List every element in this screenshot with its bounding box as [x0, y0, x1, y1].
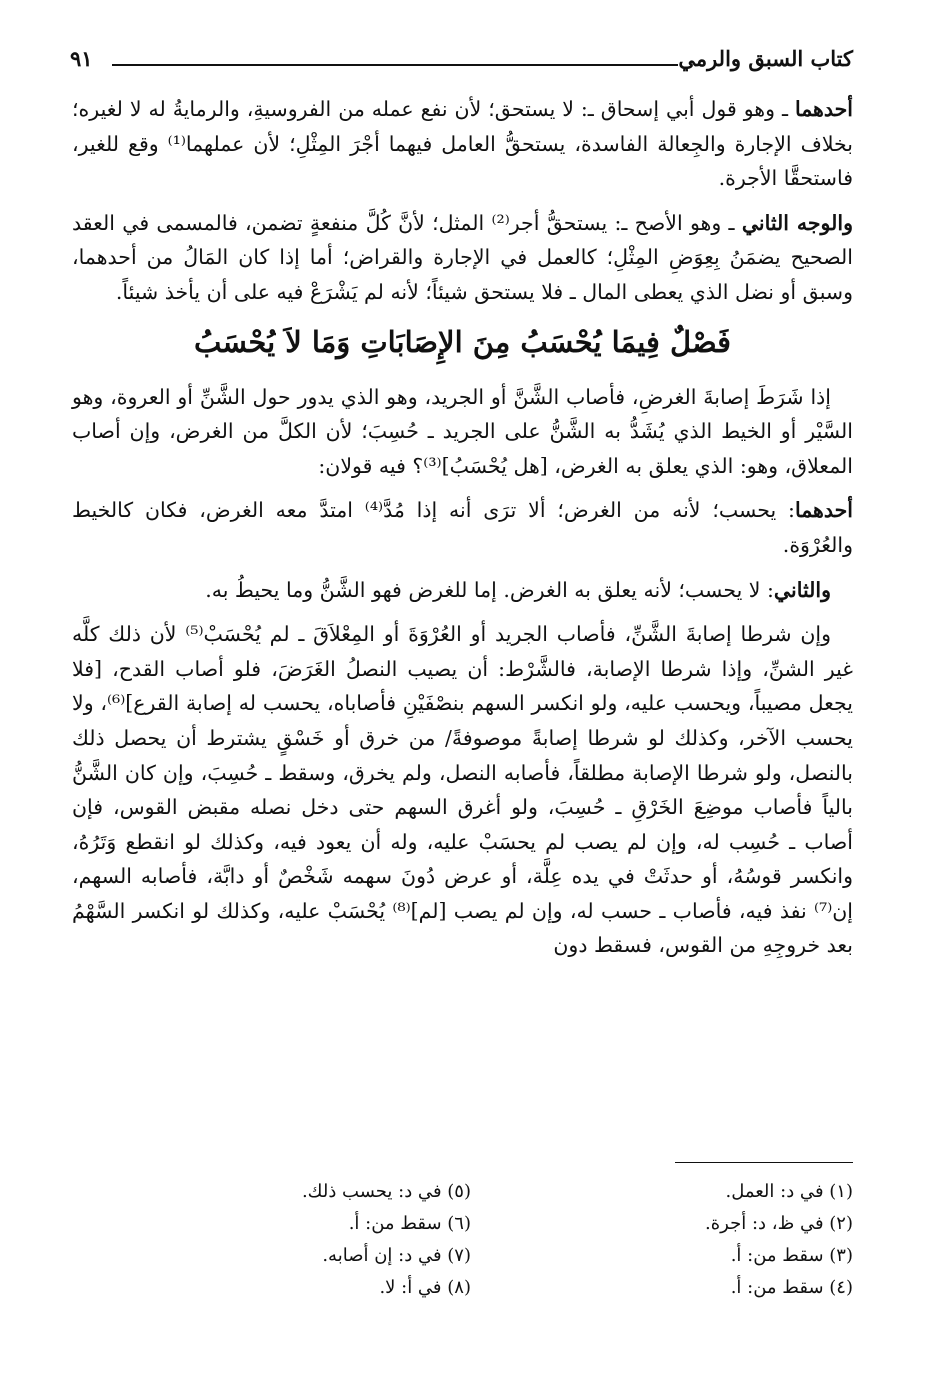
- paragraph-first-view: [72, 92, 853, 196]
- footnote-item: (١) في د: العمل.: [725, 1181, 853, 1202]
- paragraph-text: ـ وهو الأصح ـ: يستحقُّ أجر⁽²⁾ المثل؛ لأنَّ كُلَّ منفعةٍ تضمن، فالمسمى في العقد الصحيح يضمَنُ بِعِوَضِ المِثْلِ؛ كالعمل في الإجارة والقراض؛ أما إذا كان المَالُ من أحدهما، وسبق أو نضل الذي يعطى المال ـ فلا يستحق شيئاً؛ لأنه لم يَشْرَعْ فيه على أن يأخذ شيئاً.: [72, 210, 853, 304]
- footnote-item: (٦) سقط من: أ.: [348, 1213, 471, 1234]
- paragraph-lead: أحدهما: [794, 498, 853, 523]
- footnotes-column-right: [593, 1176, 853, 1304]
- footnote-item: (٣) سقط من: أ.: [730, 1245, 853, 1266]
- header-rule: [112, 64, 678, 66]
- page-header: [70, 46, 853, 78]
- footnote-item: (٢) في ظ، د: أجرة.: [705, 1213, 853, 1234]
- paragraph-hit-rules: [72, 617, 853, 963]
- paragraph-lead: والثاني: [773, 577, 831, 602]
- running-title: كتاب السبق والرمي: [678, 46, 853, 71]
- page-number: ٩١: [70, 46, 93, 71]
- footnote-rule: [675, 1162, 853, 1163]
- paragraph-lead: والوجه الثاني: [741, 210, 853, 235]
- footnote-item: (٥) في د: يحسب ذلك.: [301, 1181, 471, 1202]
- page-body: [72, 92, 853, 973]
- paragraph-lead: أحدهما: [794, 97, 853, 121]
- paragraph-second-saying: [72, 573, 853, 608]
- footnote-item: (٨) في أ: لا.: [379, 1277, 471, 1298]
- footnote-item: (٤) سقط من: أ.: [730, 1277, 853, 1298]
- paragraph-second-view: [72, 206, 853, 310]
- paragraph-text: وإن شرطا إصابةَ الشَّنِّ، فأصاب الجريد أو العُرْوَةَ أو المِعْلاَقَ ـ لم يُحْسَبْ⁽⁵⁾ لأن ذلك كلَّه غير الشنِّ، وإذا شرطا الإصابة، فالشَّرْط: أن يصيب النصلُ الغَرَضَ، فلو أصاب القدح، [فلا يجعل مصيباً، ويحسب عليه، ولو انكسر السهم بنصْفَيْنِ فأصاباه، يحسب له إصابة القرع]⁽⁶⁾، ولا يحسب الآخر، وكذلك لو شرطا إصابةً موصوفةً/ من خرق أو خَسْقٍ يشترط أن يحصل ذلك بالنصل، ولو شرطا الإصابة مطلقاً، فأصابه النصل، ولم يخرق، وسقط ـ حُسِبَ، وإن كان الشَّنُّ بالياً فأصاب موضِعَ الخَرْقِ ـ حُسِبَ، ولو أغرق السهم حتى دخل نصله مقبض القوس، فإن أصاب ـ حُسِب له، وإن لم يصب لم يحسَبْ عليه، وله أن يعود فيه، وكذلك لو انقطع وَتَرُهُ، وانكسر قوسُهُ، أو حدثَتْ في يده عِلَّة، أو عرض دُونَ سهمه شَخْصٌ أو دابَّة، فأصابه السهم، إن⁽⁷⁾ نفذ فيه، فأصاب ـ حسب له، وإن لم يصب [لم]⁽⁸⁾ يُحْسَبْ عليه، وكذلك لو انكسر السَّهْمُ بعد خروجِهِ من القوس، فسقط دون: [72, 622, 853, 958]
- paragraph-text: ـ وهو قول أبي إسحاق ـ: لا يستحق؛ لأن نفع عمله من الفروسيةِ، والرمايةُ له لا لغيره؛ بخلاف الإجارة والجِعالة الفاسدة، يستحقُّ العامل فيهما أجْرَ المِثْلِ؛ لأن عملهما⁽¹⁾ وقع للغير، فاستحقَّا الأجرة.: [72, 97, 853, 191]
- paragraph-text: : يحسب؛ لأنه من الغرض؛ ألا ترَى أنه إذا مُدَّ⁽⁴⁾ امتدَّ معه الغرض، فكان كالخيط والعُرْوَة.: [72, 498, 853, 557]
- paragraph-condition: [72, 380, 853, 484]
- paragraph-first-saying: [72, 493, 853, 562]
- footnote-item: (٧) في د: إن أصابه.: [322, 1245, 471, 1266]
- footnotes-column-left: [211, 1176, 471, 1304]
- paragraph-text: إذا شَرَطَ إصابةَ الغرضِ، فأصاب الشَّنَّ أو الجريد، وهو الذي يدور حول الشَّنِّ أو العروة، وهو السَّيْر أو الخيط الذي يُشَدُّ به الشَّنُّ على الجريد ـ حُسِبَ؛ لأن الكلَّ من الغرض، وإن أصاب المعلاق، وهو: الذي يعلق به الغرض، [هل يُحْسَبُ]⁽³⁾؟ فيه قولان:: [72, 384, 853, 478]
- section-title: فَصْلٌ فِيمَا يُحْسَبُ مِنَ الإِصَابَاتِ وَمَا لاَ يُحْسَبُ: [194, 324, 731, 359]
- paragraph-text: : لا يحسب؛ لأنه يعلق به الغرض. إما للغرض فهو الشَّنُّ وما يحيطُ به.: [205, 577, 774, 602]
